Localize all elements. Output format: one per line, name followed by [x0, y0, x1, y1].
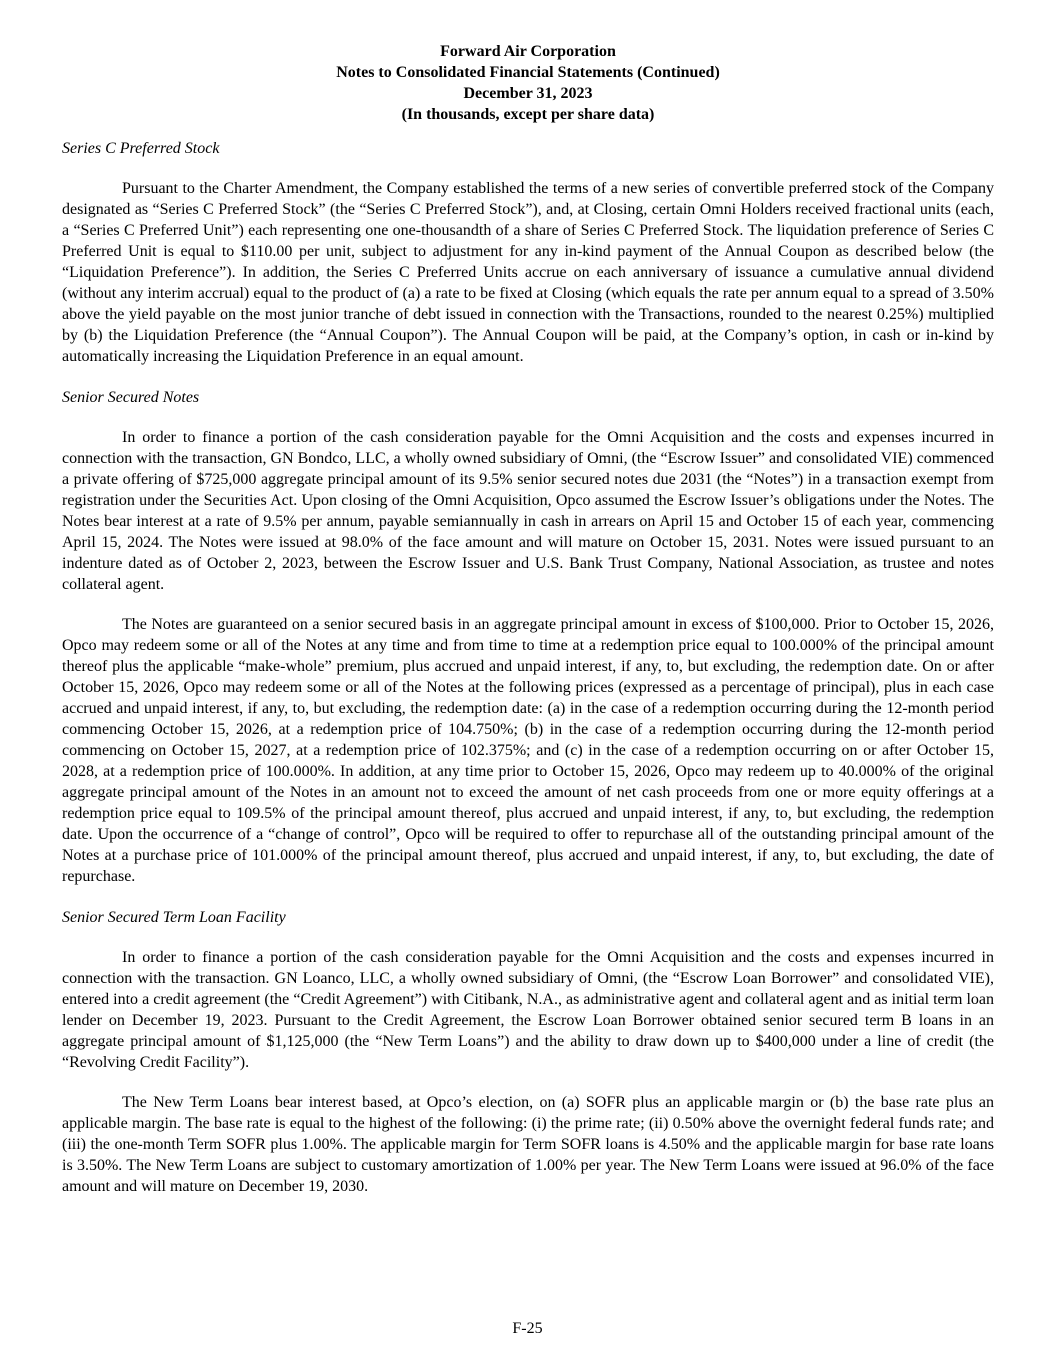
- paragraph-term-loan-facility-2: The New Term Loans bear interest based, at Opco’s election, on (a) SOFR plus an applicable margin or (b) the base rate plus an applicable margin. The base rate is equal to the highest of the following: (i) the prime rate; (ii) 0.50% above the overnight federal funds rate; and (iii) the one-month Term SOFR plus 1.00%. The applicable margin for Term SOFR loans is 4.50% and the applicable margin for base rate loans is 3.50%. The New Term Loans are subject to customary amortization of 1.00% per year. The New Term Loans were issued at 96.0% of the face amount and will mature on December 19, 2030.: [62, 1094, 994, 1195]
- paragraph-senior-secured-notes-1: In order to finance a portion of the cash consideration payable for the Omni Acquisition and the costs and expenses incurred in connection with the transaction, GN Bondco, LLC, a wholly owned subsidiary of Omni, (the “Escrow Issuer” and consolidated VIE) commenced a private offering of $725,000 aggregate principal amount of its 9.5% senior secured notes due 2031 (the “Notes”) in a transaction exempt from registration under the Securities Act. Upon closing of the Omni Acquisition, Opco assumed the Escrow Issuer’s obligations under the Notes. The Notes bear interest at a rate of 9.5% per annum, payable semiannually in cash in arrears on April 15 and October 15 of each year, commencing April 15, 2024. The Notes were issued at 98.0% of the face amount and will mature on October 15, 2031. Notes were issued pursuant to an indenture dated as of October 2, 2023, between the Escrow Issuer and U.S. Bank Trust Company, National Association, as trustee and notes collateral agent.: [62, 429, 994, 593]
- company-name: Forward Air Corporation: [440, 43, 616, 60]
- section-heading-senior-secured-term-loan-facility: Senior Secured Term Loan Facility: [62, 909, 286, 926]
- paragraph-series-c-preferred-stock-1: Pursuant to the Charter Amendment, the Company established the terms of a new series of convertible preferred stock of the Company designated as “Series C Preferred Stock” (the “Series C Preferred Stock”), and, at Closing, certain Omni Holders received fractional units (each, a “Series C Preferred Unit”) each representing one one-thousandth of a share of Series C Preferred Stock. The liquidation preference of Series C Preferred Unit is equal to $110.00 per unit, subject to adjustment for any in-kind payment of the Annual Coupon as described below (the “Liquidation Preference”). In addition, the Series C Preferred Units accrue on each anniversary of issuance a cumulative annual dividend (without any interim accrual) equal to the product of (a) a rate to be fixed at Closing (which equals the rate per annum equal to a spread of 3.50% above the yield payable on the most junior tranche of debt issued in connection with the Transactions, rounded to the nearest 0.25%) multiplied by (b) the Liquidation Preference (the “Annual Coupon”). The Annual Coupon will be paid, at the Company’s option, in cash or in-kind by automatically increasing the Liquidation Preference in an equal amount.: [62, 180, 994, 365]
- units-note: (In thousands, except per share data): [401, 106, 655, 123]
- section-heading-series-c-preferred-stock: Series C Preferred Stock: [62, 140, 220, 157]
- statement-date: December 31, 2023: [463, 85, 593, 102]
- section-heading-senior-secured-notes: Senior Secured Notes: [62, 389, 200, 406]
- document-title: Notes to Consolidated Financial Statements (Continued): [336, 64, 720, 81]
- paragraph-senior-secured-notes-2: The Notes are guaranteed on a senior secured basis in an aggregate principal amount in excess of $100,000. Prior to October 15, 2026, Opco may redeem some or all of the Notes at any time and from time to time at a redemption price equal to 100.000% of the principal amount thereof plus the applicable “make-whole” premium, plus accrued and unpaid interest, if any, to, but excluding, the redemption date. On or after October 15, 2026, Opco may redeem some or all of the Notes at the following prices (expressed as a percentage of principal), plus in each case accrued and unpaid interest, if any, to, but excluding, the redemption date: (a) in the case of a redemption occurring during the 12-month period commencing October 15, 2026, at a redemption price of 104.750%; (b) in the case of a redemption occurring during the 12-month period commencing on October 15, 2027, at a redemption price of 102.375%; and (c) in the case of a redemption occurring on or after October 15, 2028, at a redemption price of 100.000%. In addition, at any time prior to October 15, 2026, Opco may redeem up to 40.000% of the original aggregate principal amount of the Notes in an amount not to exceed the amount of net cash proceeds from one or more equity offerings at a redemption price equal to 109.5% of the principal amount thereof, plus accrued and unpaid interest, if any, to, but excluding, the redemption date. Upon the occurrence of a “change of control”, Opco will be required to offer to repurchase all of the outstanding principal amount of the Notes at a purchase price of 101.000% of the principal amount thereof, plus accrued and unpaid interest, if any, to, but excluding, the date of repurchase.: [62, 616, 994, 885]
- document-header: [62, 41, 994, 125]
- page-number: F-25: [512, 1320, 543, 1337]
- paragraph-term-loan-facility-1: In order to finance a portion of the cash consideration payable for the Omni Acquisition and the costs and expenses incurred in connection with the transaction. GN Loanco, LLC, a wholly owned subsidiary of Omni, (the “Escrow Loan Borrower” and consolidated VIE), entered into a credit agreement (the “Credit Agreement”) with Citibank, N.A., as administrative agent and collateral agent and as initial term loan lender on December 19, 2023. Pursuant to the Credit Agreement, the Escrow Loan Borrower obtained senior secured term B loans in an aggregate principal amount of $1,125,000 (the “New Term Loans”) and the ability to draw down up to $400,000 under a line of credit (the “Revolving Credit Facility”).: [62, 949, 994, 1071]
